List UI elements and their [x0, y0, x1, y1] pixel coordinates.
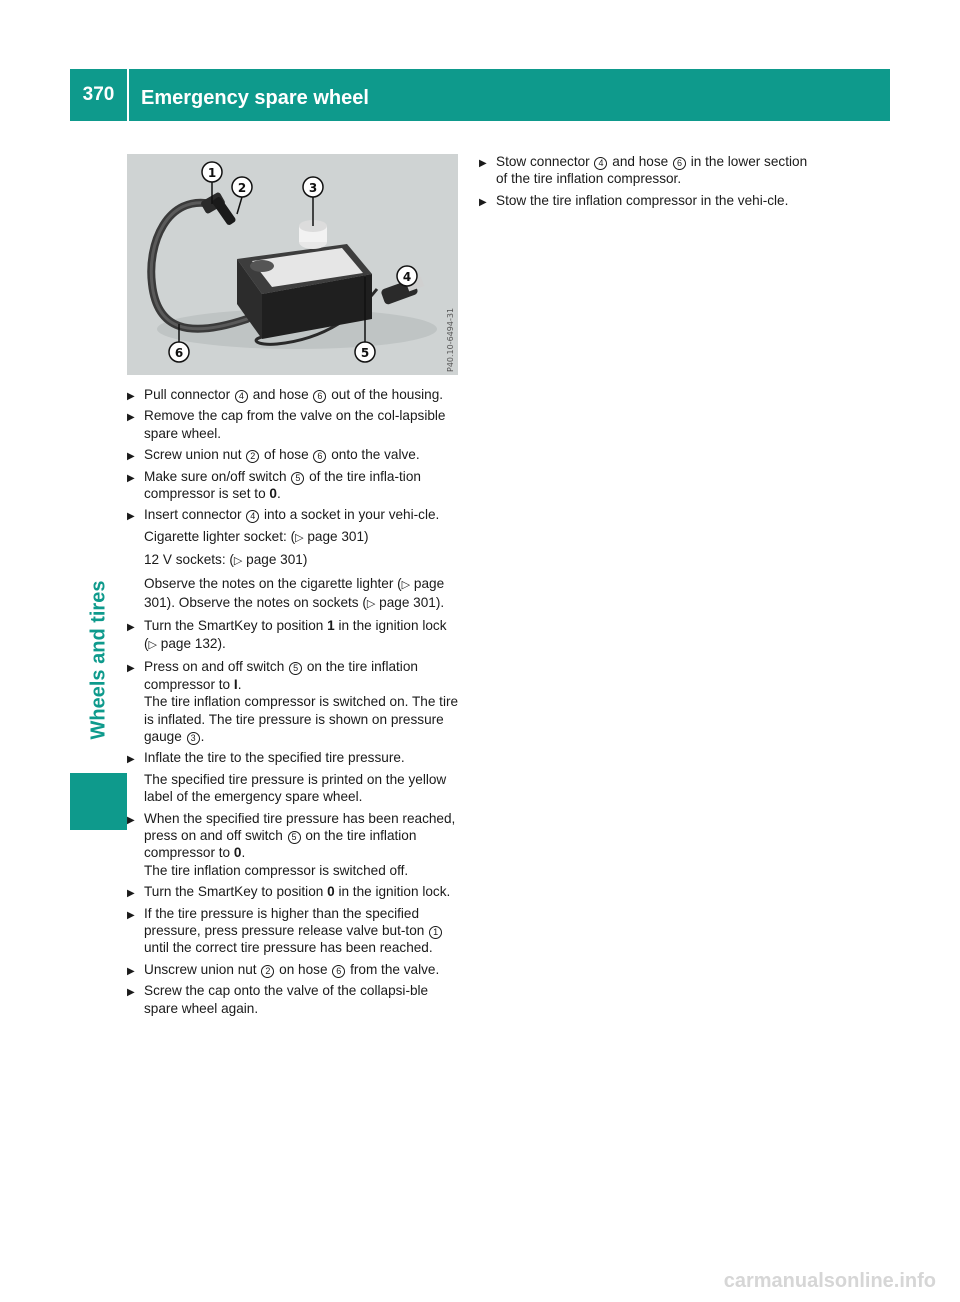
callout-ref: 5	[288, 831, 301, 844]
step-arrow-icon: ▶	[479, 158, 487, 169]
note-cigarette-socket: Cigarette lighter socket: (▷ page 301)	[144, 528, 369, 544]
svg-text:5: 5	[360, 346, 370, 360]
step-smartkey-0: ▶ Turn the SmartKey to position 0 in the ignition lock.	[127, 883, 461, 900]
callout-ref: 6	[332, 965, 345, 978]
page-ref-link[interactable]: ▷	[295, 531, 304, 544]
page-ref-link[interactable]: ▷	[233, 555, 243, 568]
step-arrow-icon: ▶	[127, 622, 135, 634]
page-ref-link[interactable]: ▷	[366, 598, 376, 611]
step-arrow-icon: ▶	[127, 511, 135, 523]
step-screw-union-nut: ▶ Screw union nut 2 of hose 6 onto the valve.	[127, 446, 461, 463]
step-arrow-icon: ▶	[127, 472, 135, 484]
section-tab[interactable]	[70, 560, 127, 760]
svg-text:3: 3	[308, 181, 318, 195]
step-inflate: ▶ Inflate the tire to the specified tire pressure.	[127, 749, 461, 766]
callout-ref: 5	[289, 662, 302, 675]
callout-ref: 4	[235, 390, 248, 403]
step-arrow-icon: ▶	[127, 663, 135, 675]
step-arrow-icon: ▶	[127, 965, 135, 977]
step-arrow-icon: ▶	[127, 391, 135, 402]
section-tab-marker	[70, 773, 127, 830]
header-divider	[127, 69, 129, 121]
step-check-switch: ▶ Make sure on/off switch 5 of the tire infla-tion compressor is set to 0.	[127, 468, 421, 502]
step-stow-compressor: ▶ Stow the tire inflation compressor in the vehi-cle.	[479, 192, 813, 209]
step-screw-cap: ▶ Screw the cap onto the valve of the collapsi-ble spare wheel again.	[127, 983, 429, 1016]
callout-ref: 6	[673, 157, 686, 170]
callout-ref: 6	[313, 390, 326, 403]
step-arrow-icon: ▶	[127, 412, 135, 424]
callout-ref: 5	[291, 472, 304, 485]
page-number: 370	[82, 84, 115, 105]
callout-ref: 2	[261, 965, 274, 978]
figure-code: P40.10-6494-31	[446, 307, 455, 372]
step-smartkey-1: ▶ Turn the SmartKey to position 1 in the ignition lock (▷ page 132).	[127, 618, 447, 651]
step-arrow-icon: ▶	[127, 451, 135, 463]
step-pull-connector: ▶ Pull connector 4 and hose 6 out of the housing.	[127, 386, 461, 403]
step-arrow-icon: ▶	[127, 814, 135, 826]
callout-ref: 3	[187, 732, 200, 745]
compressor-figure	[127, 154, 458, 375]
step-remove-cap: ▶ Remove the cap from the valve on the col-lapsible spare wheel.	[127, 408, 446, 441]
step-arrow-icon: ▶	[127, 987, 135, 999]
callout-4	[397, 266, 417, 286]
svg-text:2: 2	[237, 181, 247, 195]
step-switch-on: ▶ Press on and off switch 5 on the tire inflation compressor to I. The tire inflation compressor is switched on. The tire is inflated. The tire pressure is shown on pressure gauge 3 .	[127, 659, 459, 744]
step-insert-connector: ▶ Insert connector 4 into a socket in your vehi-cle.	[127, 506, 461, 523]
callout-ref: 4	[246, 510, 259, 523]
page-title: Emergency spare wheel	[141, 87, 369, 109]
step-switch-off: ▶ When the specified tire pressure has been reached, press on and off switch 5 on the tire inflation compressor to 0. The tire inflation compressor is switched off.	[127, 810, 456, 878]
callout-ref: 1	[429, 926, 442, 939]
step-arrow-icon: ▶	[127, 909, 135, 921]
svg-text:6: 6	[174, 346, 184, 360]
step-arrow-icon: ▶	[127, 754, 135, 766]
svg-text:1: 1	[207, 166, 217, 180]
page-ref-link[interactable]: ▷	[148, 638, 157, 651]
note-specified-pressure: The specified tire pressure is printed on the yellow label of the emergency spare wheel.	[144, 771, 447, 805]
step-arrow-icon: ▶	[127, 888, 135, 900]
compressor-illustration	[127, 154, 458, 375]
note-observe: Observe the notes on the cigarette lighter (▷ page 301). Observe the notes on sockets (▷ page 301).	[144, 575, 445, 611]
callout-ref: 4	[594, 157, 607, 170]
page-ref-link[interactable]: ▷	[401, 578, 411, 591]
note-12v-sockets: 12 V sockets: (▷ page 301)	[144, 552, 308, 568]
svg-text:4: 4	[402, 270, 412, 284]
callout-ref: 2	[246, 450, 259, 463]
step-release-pressure: ▶ If the tire pressure is higher than the specified pressure, press pressure release valve but-ton 1 until the correct tire pressure has been reached.	[127, 905, 461, 957]
section-tab-label: Wheels and tires	[87, 580, 109, 740]
watermark: carmanualsonline.info	[723, 1270, 936, 1292]
left-column	[127, 386, 461, 1021]
step-stow-connector: ▶ Stow connector 4 and hose 6 in the lower section of the tire inflation compressor.	[479, 154, 808, 187]
step-arrow-icon: ▶	[479, 196, 487, 208]
callout-ref: 6	[313, 450, 326, 463]
right-column	[479, 153, 813, 213]
step-unscrew-nut: ▶ Unscrew union nut 2 on hose 6 from the valve.	[127, 961, 461, 978]
